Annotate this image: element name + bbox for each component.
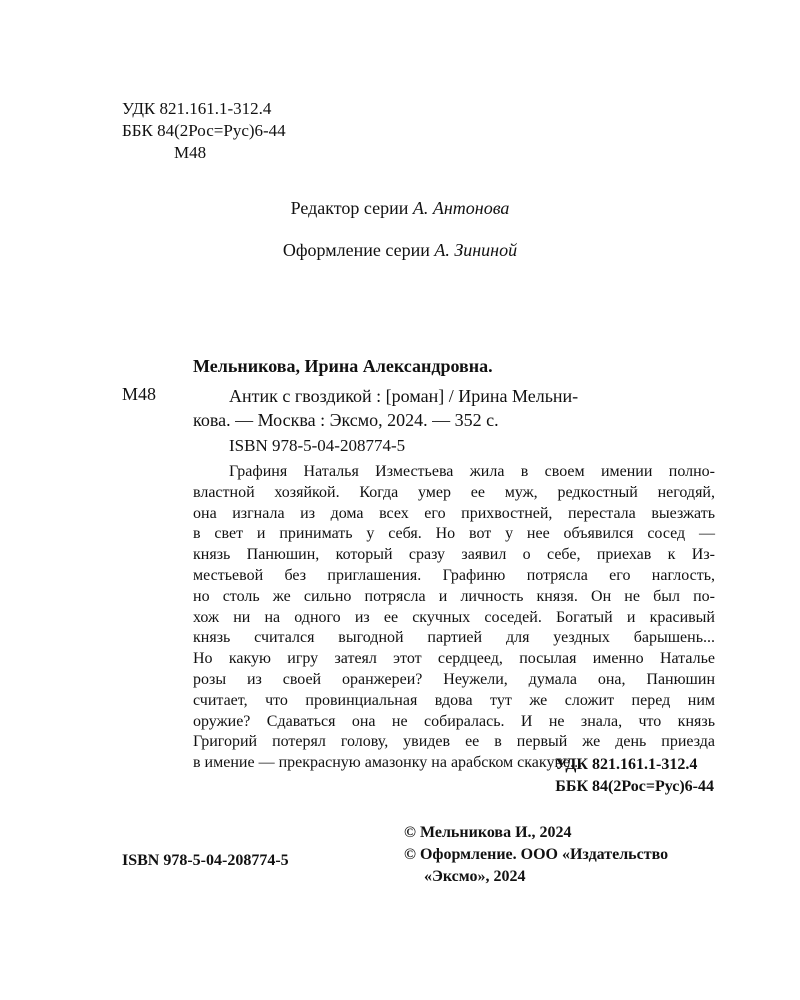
annotation-line: Григорий потерял голову, увидев ее в первый же день приезда xyxy=(193,733,715,751)
annotation-line: князь считался выгодной партией для уездных барышень... xyxy=(193,629,715,647)
annotation-line: властной хозяйкой. Когда умер ее муж, редкостный негодяй, xyxy=(193,483,715,501)
bottom-bbk-code: ББК 84(2Рос=Рус)6-44 xyxy=(555,778,714,795)
copyright-publisher: «Эксмо», 2024 xyxy=(424,868,526,885)
udk-code: УДК 821.161.1-312.4 xyxy=(122,99,272,118)
annotation-line: в свет и принимать у себя. Но вот у нее объявился сосед — xyxy=(193,525,715,543)
catalog-author-mark: М48 xyxy=(122,384,157,404)
annotation-line: хож ни на одного из ее скучных соседей. Богатый и красивый xyxy=(193,608,715,626)
catalog-isbn: ISBN 978-5-04-208774-5 xyxy=(229,436,406,455)
copyright-design: © Оформление. ООО «Издательство xyxy=(404,846,669,863)
series-editor-credit xyxy=(0,198,800,219)
series-editor-name: А. Антонова xyxy=(412,198,510,218)
annotation-line: Графиня Наталья Изместьева жила в своем имении полно- xyxy=(229,463,715,480)
bottom-udk-code: УДК 821.161.1-312.4 xyxy=(555,756,698,773)
bottom-classification-codes xyxy=(555,754,714,798)
catalog-author-heading: Мельникова, Ирина Александровна. xyxy=(193,356,493,376)
annotation-line: розы из своей оранжереи? Неужели, думала она, Панюшин xyxy=(193,670,715,688)
copyright-author: © Мельникова И., 2024 xyxy=(404,824,572,841)
description-line: Антик с гвоздикой : [роман] / Ирина Мельни- xyxy=(229,386,579,406)
annotation-line: в имение — прекрасную амазонку на арабском скакуне... xyxy=(193,754,583,772)
annotation-line: местьевой без приглашения. Графиню потрясла его наглость, xyxy=(193,566,715,584)
annotation-line: оружие? Сдаваться она не собиралась. И не знала, что князь xyxy=(193,712,715,730)
description-line: кова. — Москва : Эксмо, 2024. — 352 с. xyxy=(193,410,499,430)
series-design-label: Оформление серии xyxy=(282,240,430,260)
annotation-line: она изгнала из дома всех его прихвостней, перестала выезжать xyxy=(193,504,715,522)
catalog-description xyxy=(193,384,579,432)
bottom-isbn: ISBN 978-5-04-208774-5 xyxy=(122,852,289,869)
bbk-code: ББК 84(2Рос=Рус)6-44 xyxy=(122,121,286,140)
annotation-line: считает, что провинциальная вдова тут же сложит перед ним xyxy=(193,691,715,709)
series-design-credit xyxy=(0,240,800,261)
annotation-line: Но какую игру затеял этот сердцеед, посылая именно Наталье xyxy=(193,650,715,668)
author-mark: М48 xyxy=(174,143,207,162)
annotation xyxy=(193,462,715,774)
series-editor-label: Редактор серии xyxy=(290,198,409,218)
annotation-line: но столь же сильно потрясла и личность князя. Он не был по- xyxy=(193,587,715,605)
annotation-line: князь Панюшин, который сразу заявил о себе, приехав к Из- xyxy=(193,546,715,564)
header-classification-codes xyxy=(122,98,286,164)
copyright-block xyxy=(404,822,668,888)
series-design-name: А. Зининой xyxy=(434,240,518,260)
